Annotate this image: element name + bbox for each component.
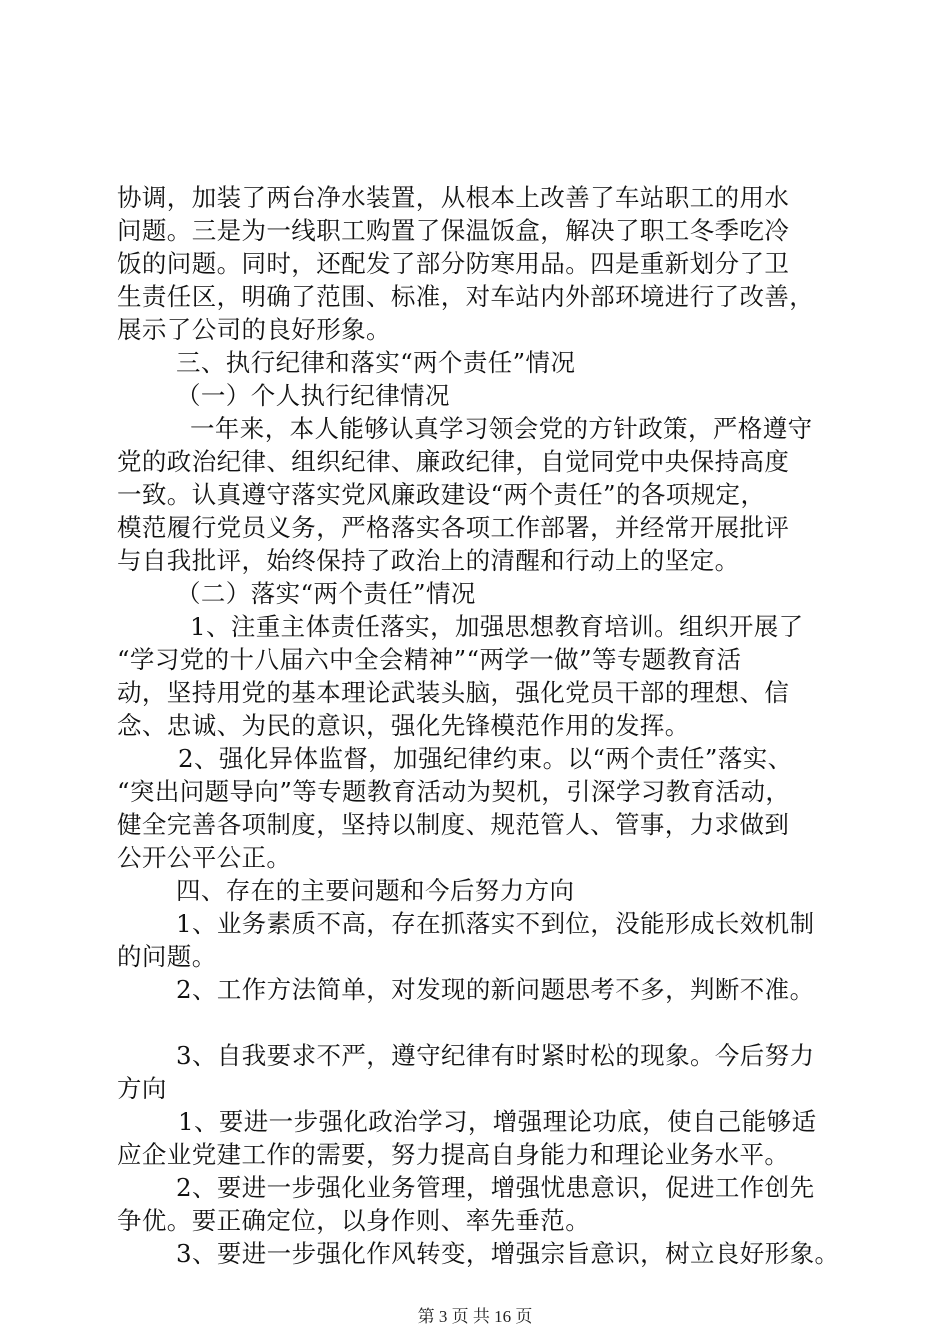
body-line: 一年来，本人能够认真学习领会党的方针政策，严格遵守 bbox=[190, 414, 813, 443]
section-heading-4: 四、存在的主要问题和今后努力方向 bbox=[176, 876, 575, 905]
body-line: “突出问题导向”等专题教育活动为契机，引深学习教育活动， bbox=[117, 777, 791, 806]
body-line: 方向 bbox=[117, 1074, 167, 1103]
body-line: 饭的问题。同时，还配发了部分防寒用品。四是重新划分了卫 bbox=[117, 249, 790, 278]
body-line: 公开公平公正。 bbox=[117, 843, 292, 872]
body-line: 1、注重主体责任落实，加强思想教育培训。组织开展了 bbox=[190, 612, 804, 641]
section-heading-3: 三、执行纪律和落实“两个责任”情况 bbox=[176, 348, 576, 377]
body-line: 1、业务素质不高，存在抓落实不到位，没能形成长效机制 bbox=[176, 909, 815, 938]
body-line: 2、要进一步强化业务管理，增强忧患意识，促进工作创先 bbox=[176, 1173, 815, 1202]
body-line: 争优。要正确定位，以身作则、率先垂范。 bbox=[117, 1206, 591, 1235]
body-line: 动，坚持用党的基本理论武装头脑，强化党员干部的理想、信 bbox=[117, 678, 790, 707]
body-line: 问题。三是为一线职工购置了保温饭盒，解决了职工冬季吃冷 bbox=[117, 216, 790, 245]
subsection-heading-1: （一）个人执行纪律情况 bbox=[176, 381, 450, 410]
body-line: 2、工作方法简单，对发现的新问题思考不多，判断不准。 bbox=[176, 975, 815, 1004]
body-line: 3、自我要求不严，遵守纪律有时紧时松的现象。今后努力 bbox=[176, 1041, 815, 1070]
body-line: 展示了公司的良好形象。 bbox=[117, 315, 391, 344]
body-line: 模范履行党员义务，严格落实各项工作部署，并经常开展批评 bbox=[117, 513, 790, 542]
body-line: “学习党的十八届六中全会精神”“两学一做”等专题教育活 bbox=[117, 645, 742, 674]
subsection-heading-2: （二）落实“两个责任”情况 bbox=[176, 579, 476, 608]
body-line: 一致。认真遵守落实党风廉政建设“两个责任”的各项规定， bbox=[117, 480, 766, 509]
body-line: 的问题。 bbox=[117, 942, 217, 971]
body-line: 协调，加装了两台净水装置，从根本上改善了车站职工的用水 bbox=[117, 183, 790, 212]
body-line: 健全完善各项制度，坚持以制度、规范管人、管事，力求做到 bbox=[117, 810, 790, 839]
page-number-footer: 第 3 页 共 16 页 bbox=[417, 1307, 533, 1326]
body-line: 党的政治纪律、组织纪律、廉政纪律，自觉同党中央保持高度 bbox=[117, 447, 790, 476]
body-line: 生责任区，明确了范围、标准，对车站内外部环境进行了改善， bbox=[117, 282, 815, 311]
body-line: 3、要进一步强化作风转变，增强宗旨意识，树立良好形象。 bbox=[176, 1239, 840, 1268]
body-line: 与自我批评，始终保持了政治上的清醒和行动上的坚定。 bbox=[117, 546, 740, 575]
body-line: 2、强化异体监督，加强纪律约束。以“两个责任”落实、 bbox=[178, 744, 793, 773]
body-line: 应企业党建工作的需要，努力提高自身能力和理论业务水平。 bbox=[117, 1140, 790, 1169]
body-line: 1、要进一步强化政治学习，增强理论功底，使自己能够适 bbox=[178, 1107, 817, 1136]
body-line: 念、忠诚、为民的意识，强化先锋模范作用的发挥。 bbox=[117, 711, 690, 740]
